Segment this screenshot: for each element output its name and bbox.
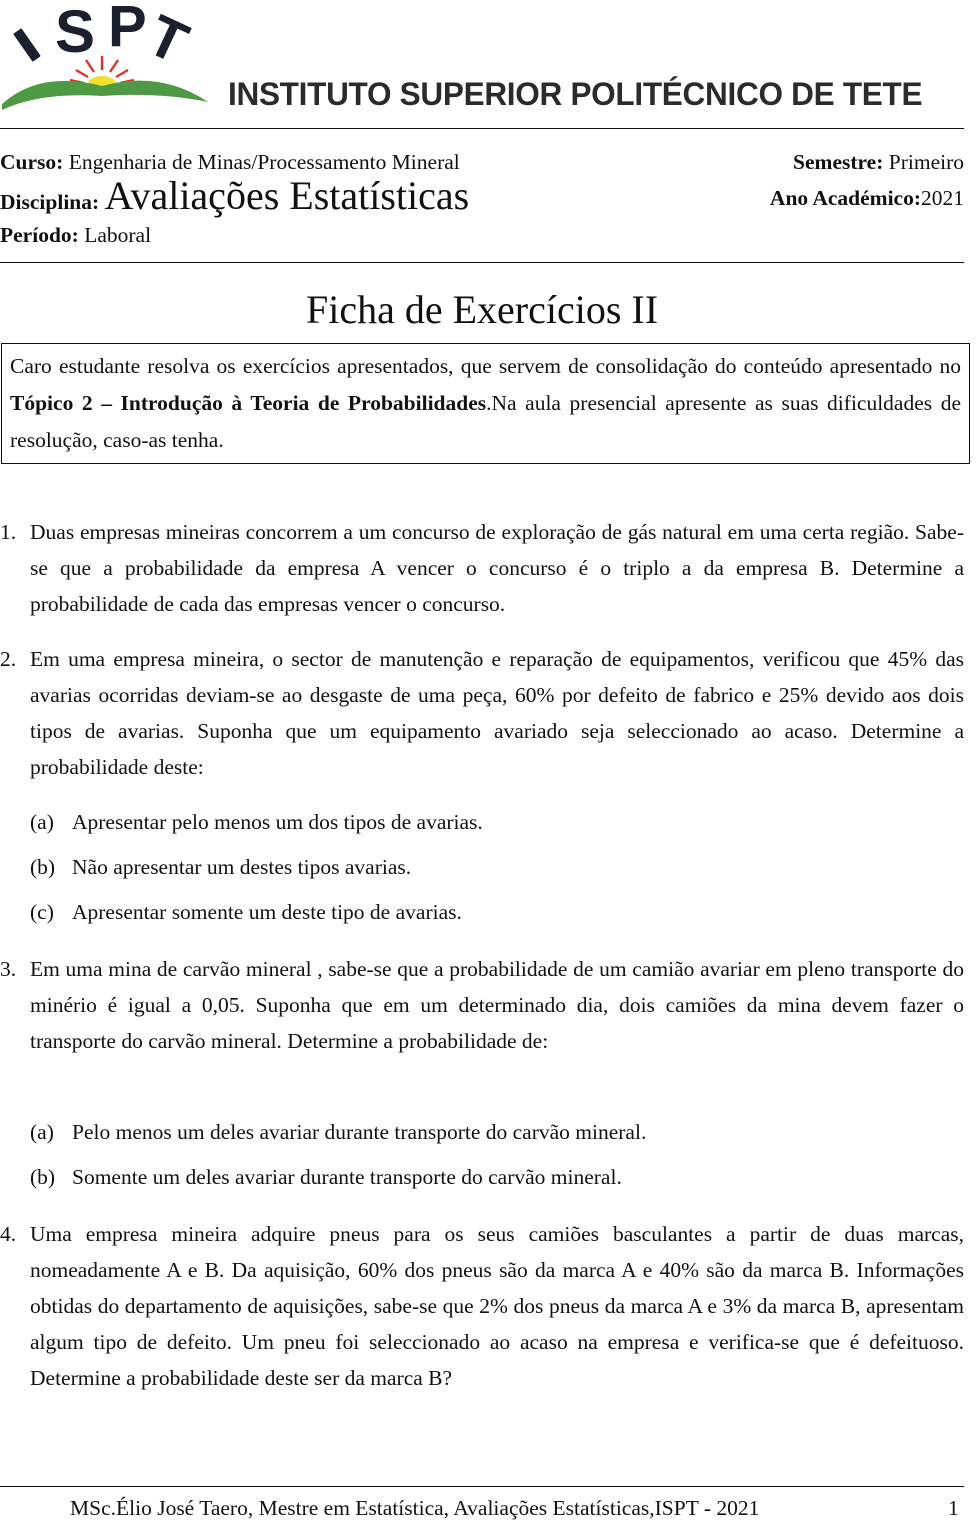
ano-label: Ano Académico: [769,186,921,210]
question-number: 3. [0,957,17,981]
question-2-item-b [30,855,411,880]
footer-text: MSc.Élio José Taero, Mestre em Estatística, Avaliações Estatísticas,ISPT - 2021 [70,1496,760,1520]
item-text: Não apresentar um destes tipos avarias. [72,855,412,879]
page-title: Ficha de Exercícios II [305,287,659,332]
question-number: 4. [0,1222,17,1246]
item-label: (c) [30,900,54,924]
question-4 [0,1216,964,1396]
logo-letter-t: T [137,2,198,77]
footer-rule [0,1486,964,1487]
curso-label: Curso: [0,150,64,174]
disciplina-value: Avaliações Estatísticas [104,173,470,218]
item-label: (a) [30,810,54,834]
meta-rule [0,262,964,263]
logo-letter-p: P [108,0,147,59]
periodo-label: Período: [0,223,79,247]
page-number: 1 [948,1496,959,1520]
question-2-item-a [30,810,483,835]
question-3-item-a [30,1120,646,1145]
question-3 [0,951,964,1059]
intro-text-2: .Na aula presencial apresente as suas dificuldades de resolução, caso-as tenha. [10,391,961,452]
disciplina-line [0,172,469,219]
header-rule [0,128,964,129]
semestre-label: Semestre: [793,150,884,174]
semestre-line [793,150,964,175]
ano-value: 2021 [921,186,964,210]
question-text: Uma empresa mineira adquire pneus para os seus camiões basculantes a partir de duas marcas, nomeadamente A e B. Da aquisição, 60% dos pneus são da marca A e 40% são da marca B. Informações obtidas do departamento de aquisições, sabe-se que 2% dos pneus da marca A e 3% da marca B, apresentam algum tipo de defeito. Um pneu foi seleccionado ao acaso na empresa e verifica-se que é defeituoso. Determine a probabilidade deste ser da marca B? [30,1222,964,1390]
item-label: (b) [30,855,56,879]
intro-box [1,343,970,464]
periodo-line [0,223,151,248]
question-text: Duas empresas mineiras concorrem a um concurso de exploração de gás natural em uma certa região. Sabe-se que a probabilidade da empresa A vencer o concurso é o triplo a da empresa B. Determine a probabilidade de cada das empresas vencer o concurso. [30,520,964,616]
item-label: (b) [30,1165,56,1189]
logo-letter-s: S [55,0,96,65]
question-text: Em uma mina de carvão mineral , sabe-se que a probabilidade de um camião avariar em pleno transporte do minério é igual a 0,05. Suponha que em um determinado dia, dois camiões da mina devem fazer o transporte do carvão mineral. Determine a probabilidade de: [30,957,964,1053]
item-text: Apresentar pelo menos um dos tipos de avarias. [72,810,483,834]
disciplina-label: Disciplina: [0,190,100,214]
periodo-value: Laboral [84,223,152,247]
question-number: 1. [0,520,17,544]
semestre-value: Primeiro [888,150,964,174]
item-label: (a) [30,1120,54,1144]
curso-value: Engenharia de Minas/Processamento Mineral [68,150,460,174]
ano-line [770,186,964,211]
item-text: Somente um deles avariar durante transporte do carvão mineral. [72,1165,622,1189]
question-1 [0,514,964,622]
item-text: Pelo menos um deles avariar durante transporte do carvão mineral. [72,1120,647,1144]
intro-text-1: Caro estudante resolva os exercícios apresentados, que servem de consolidação do conteúdo apresentado no [10,354,961,378]
question-number: 2. [0,647,17,671]
question-2-item-c [30,900,462,925]
ispt-logo [0,0,215,118]
question-2 [0,641,964,785]
logo-letters [13,0,197,76]
institution-name: INSTITUTO SUPERIOR POLITÉCNICO DE TETE [228,76,923,112]
question-text: Em uma empresa mineira, o sector de manutenção e reparação de equipamentos, verificou que 45% das avarias ocorridas deviam-se ao desgaste de uma peça, 60% por defeito de fabrico e 25% devido aos dois tipos de avarias. Suponha que um equipamento avariado seja seleccionado ao acaso. Determine a probabilidade deste: [30,647,964,779]
intro-topic: Tópico 2 – Introdução à Teoria de Probabilidades [10,391,487,415]
item-text: Apresentar somente um deste tipo de avarias. [72,900,462,924]
question-3-item-b [30,1165,622,1190]
